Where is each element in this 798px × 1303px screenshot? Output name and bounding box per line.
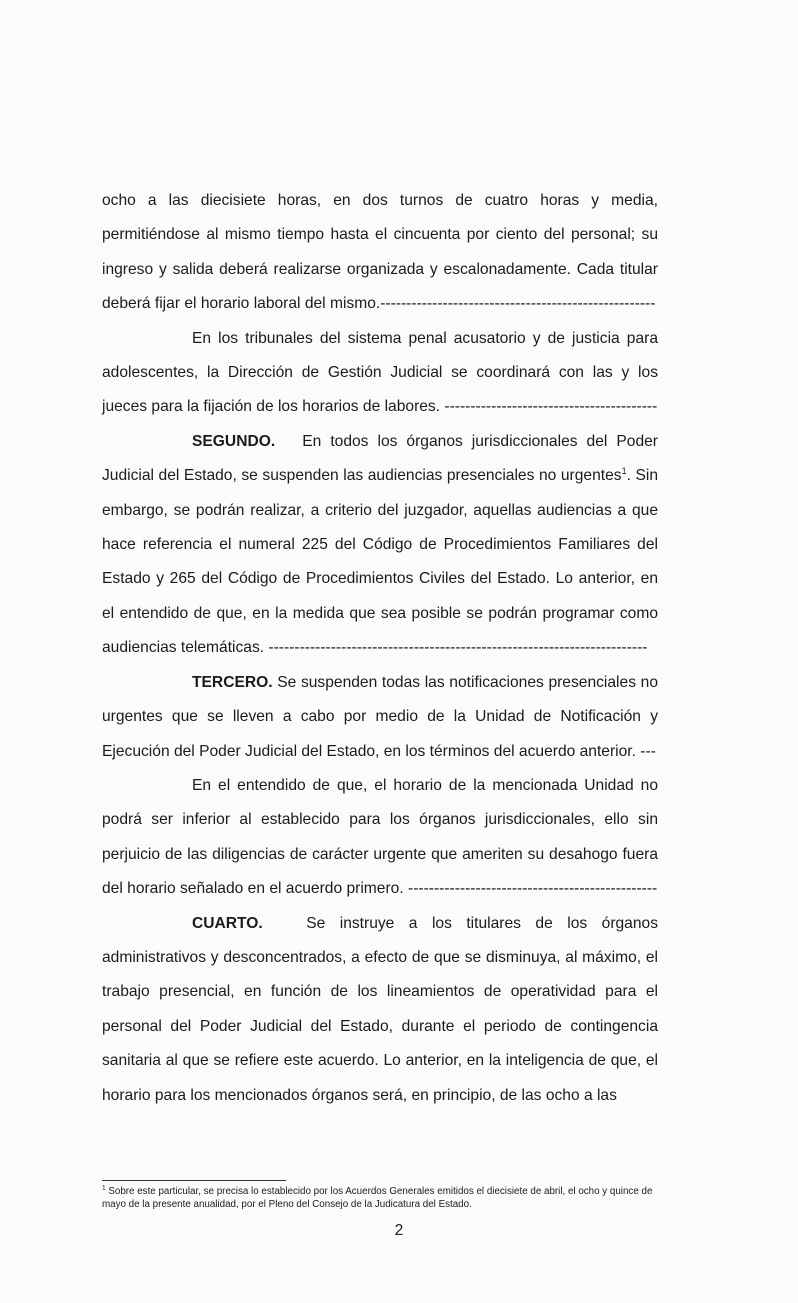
footnote <box>102 1186 658 1211</box>
footnote-divider <box>102 1180 286 1181</box>
footnote-reference[interactable]: 1 <box>621 466 627 477</box>
paragraph-tercero: TERCERO. Se suspenden todas las notificaciones presenciales no urgentes que se lleven a cabo por medio de la Unidad de Notificación y Ejecución del Poder Judicial del Estado, en los términos del acuerdo anterior. --- <box>102 673 658 760</box>
paragraph-continuation: ocho a las diecisiete horas, en dos turnos de cuatro horas y media, permitiéndose al mismo tiempo hasta el cincuenta por ciento del personal; su ingreso y salida deberá realizarse organizada y escalonadamente. Cada titular deberá fijar el horario laboral del mismo.----------------------------------------------------- <box>102 192 658 313</box>
page-number: 2 <box>394 1222 404 1239</box>
footnote-text: Sobre este particular, se precisa lo establecido por los Acuerdos Generales emitidos el diecisiete de abril, el ocho y quince de mayo de la presente anualidad, por el Pleno del Consejo de la Judicatura del Estado. <box>102 1186 653 1210</box>
section-heading-cuarto: CUARTO. <box>192 914 263 932</box>
paragraph-cuarto: CUARTO. Se instruye a los titulares de los órganos administrativos y desconcentrados, a efecto de que se disminuya, al máximo, el trabajo presencial, en función de los lineamientos de operatividad para el personal del Poder Judicial del Estado, durante el periodo de contingencia sanitaria al que se refiere este acuerdo. Lo anterior, en la inteligencia de que, el horario para los mencionados órganos será, en principio, de las ocho a las <box>102 914 659 1104</box>
paragraph-unidad: En el entendido de que, el horario de la mencionada Unidad no podrá ser inferior al establecido para los órganos jurisdiccionales, ello sin perjuicio de las diligencias de carácter urgente que ameriten su desahogo fuera del horario señalado en el acuerdo primero. ------------------------------------------------ <box>102 776 658 898</box>
section-heading-tercero: TERCERO. <box>192 673 273 691</box>
paragraph-segundo: SEGUNDO. En todos los órganos jurisdiccionales del Poder Judicial del Estado, se suspenden las audiencias presenciales no urgentes$^1$. Sin embargo, se podrán realizar, a criterio del juzgador, aquellas audiencias a que hace referencia el numeral 225 del Código de Procedimientos Familiares del Estado y 265 del Código de Procedimientos Civiles del Estado. Lo anterior, en el entendido de que, en la medida que sea posible se podrán programar como audiencias telemáticas. ------------------------------------------------------------------------- <box>102 432 659 657</box>
section-heading-segundo: SEGUNDO. <box>192 432 276 450</box>
document-body <box>102 184 658 1113</box>
footnote-number: 1 <box>102 1184 106 1192</box>
paragraph-tribunales: En los tribunales del sistema penal acusatorio y de justicia para adolescentes, la Dirección de Gestión Judicial se coordinará con las y los jueces para la fijación de los horarios de labores. ----------------------------------------- <box>102 329 658 416</box>
